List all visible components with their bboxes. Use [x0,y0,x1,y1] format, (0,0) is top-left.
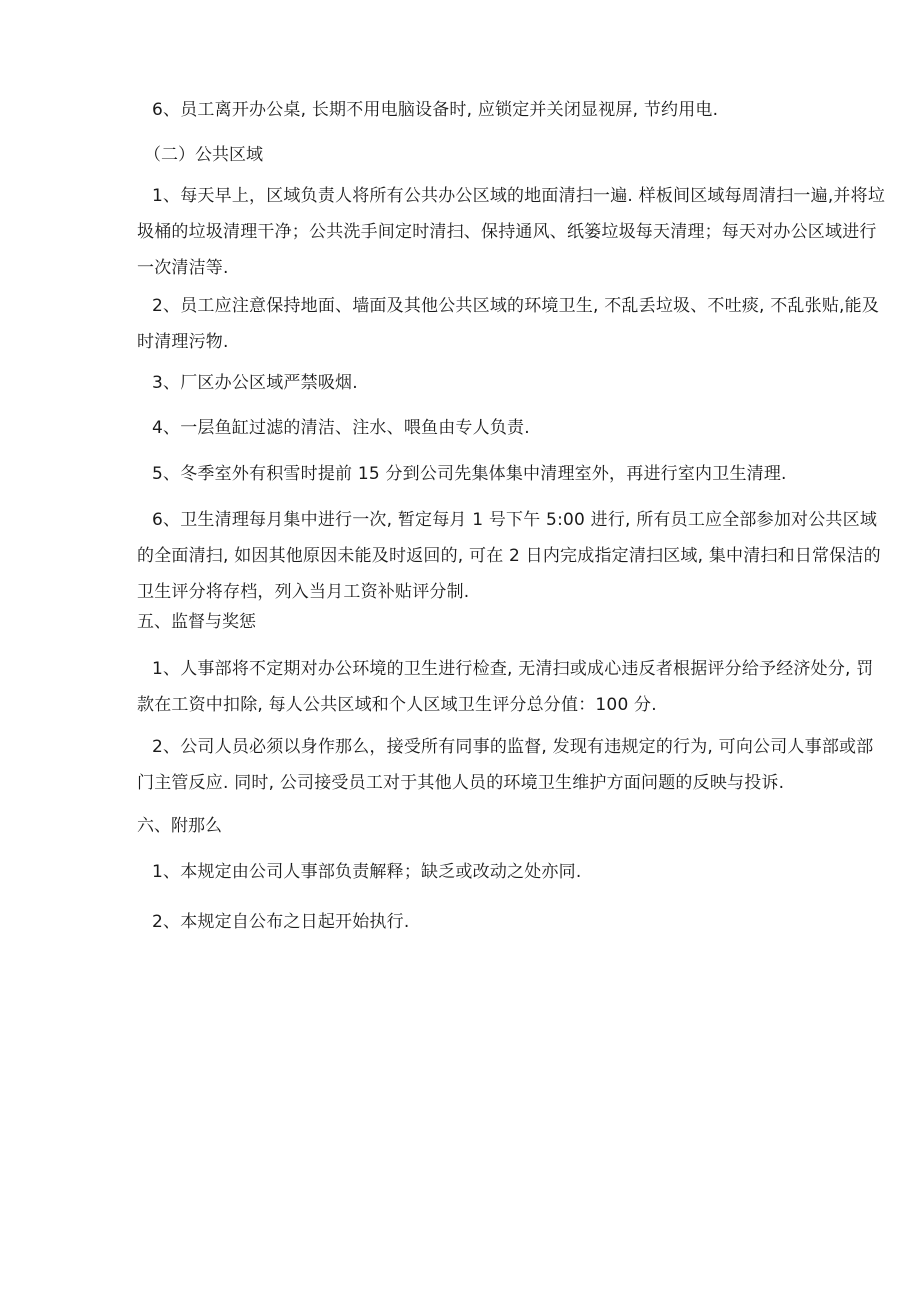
paragraph-item-6-desk: 6、员工离开办公桌, 长期不用电脑设备时, 应锁定并关闭显视屏, 节约用电. [152,100,719,120]
paragraph-supervise-1: 1、人事部将不定期对办公环境的卫生进行检查, 无清扫或成心违反者根据评分给予经济处分, 罚款在工资中扣除, 每人公共区域和个人区域卫生评分总分值：100 分. [137,659,874,715]
paragraph-public-2: 2、员工应注意保持地面、墙面及其他公共区域的环境卫生, 不乱丢垃圾、不吐痰, 不乱张贴,能及时清理污物. [137,296,880,352]
section-heading-appendix: 六、附那么 [137,816,222,836]
paragraph-appendix-1: 1、本规定由公司人事部负责解释；缺乏或改动之处亦同. [152,862,582,882]
paragraph-public-1: 1、每天早上，区域负责人将所有公共办公区域的地面清扫一遍. 样板间区域每周清扫一遍,并将垃圾桶的垃圾清理干净；公共洗手间定时清扫、保持通风、纸篓垃圾每天清理；每天对办公区域进行一次清洁等. [137,186,886,278]
paragraph-public-3: 3、厂区办公区域严禁吸烟. [152,373,358,393]
paragraph-supervise-2: 2、公司人员必须以身作那么，接受所有同事的监督, 发现有违规定的行为, 可向公司人事部或部门主管反应. 同时, 公司接受员工对于其他人员的环境卫生维护方面问题的反映与投诉. [137,737,874,793]
section-heading-public-area: （二）公共区域 [144,145,263,165]
paragraph-public-6: 6、卫生清理每月集中进行一次, 暂定每月 1 号下午 5:00 进行, 所有员工应全部参加对公共区域的全面清扫, 如因其他原因未能及时返回的, 可在 2 日内完成指定清扫区域, 集中清扫和日常保洁的卫生评分将存档，列入当月工资补贴评分制. [137,510,881,602]
paragraph-appendix-2: 2、本规定自公布之日起开始执行. [152,912,410,932]
section-heading-supervision: 五、监督与奖惩 [137,612,256,632]
paragraph-public-4: 4、一层鱼缸过滤的清洁、注水、喂鱼由专人负责. [152,418,530,438]
paragraph-public-5: 5、冬季室外有积雪时提前 15 分到公司先集体集中清理室外，再进行室内卫生清理. [152,464,787,484]
